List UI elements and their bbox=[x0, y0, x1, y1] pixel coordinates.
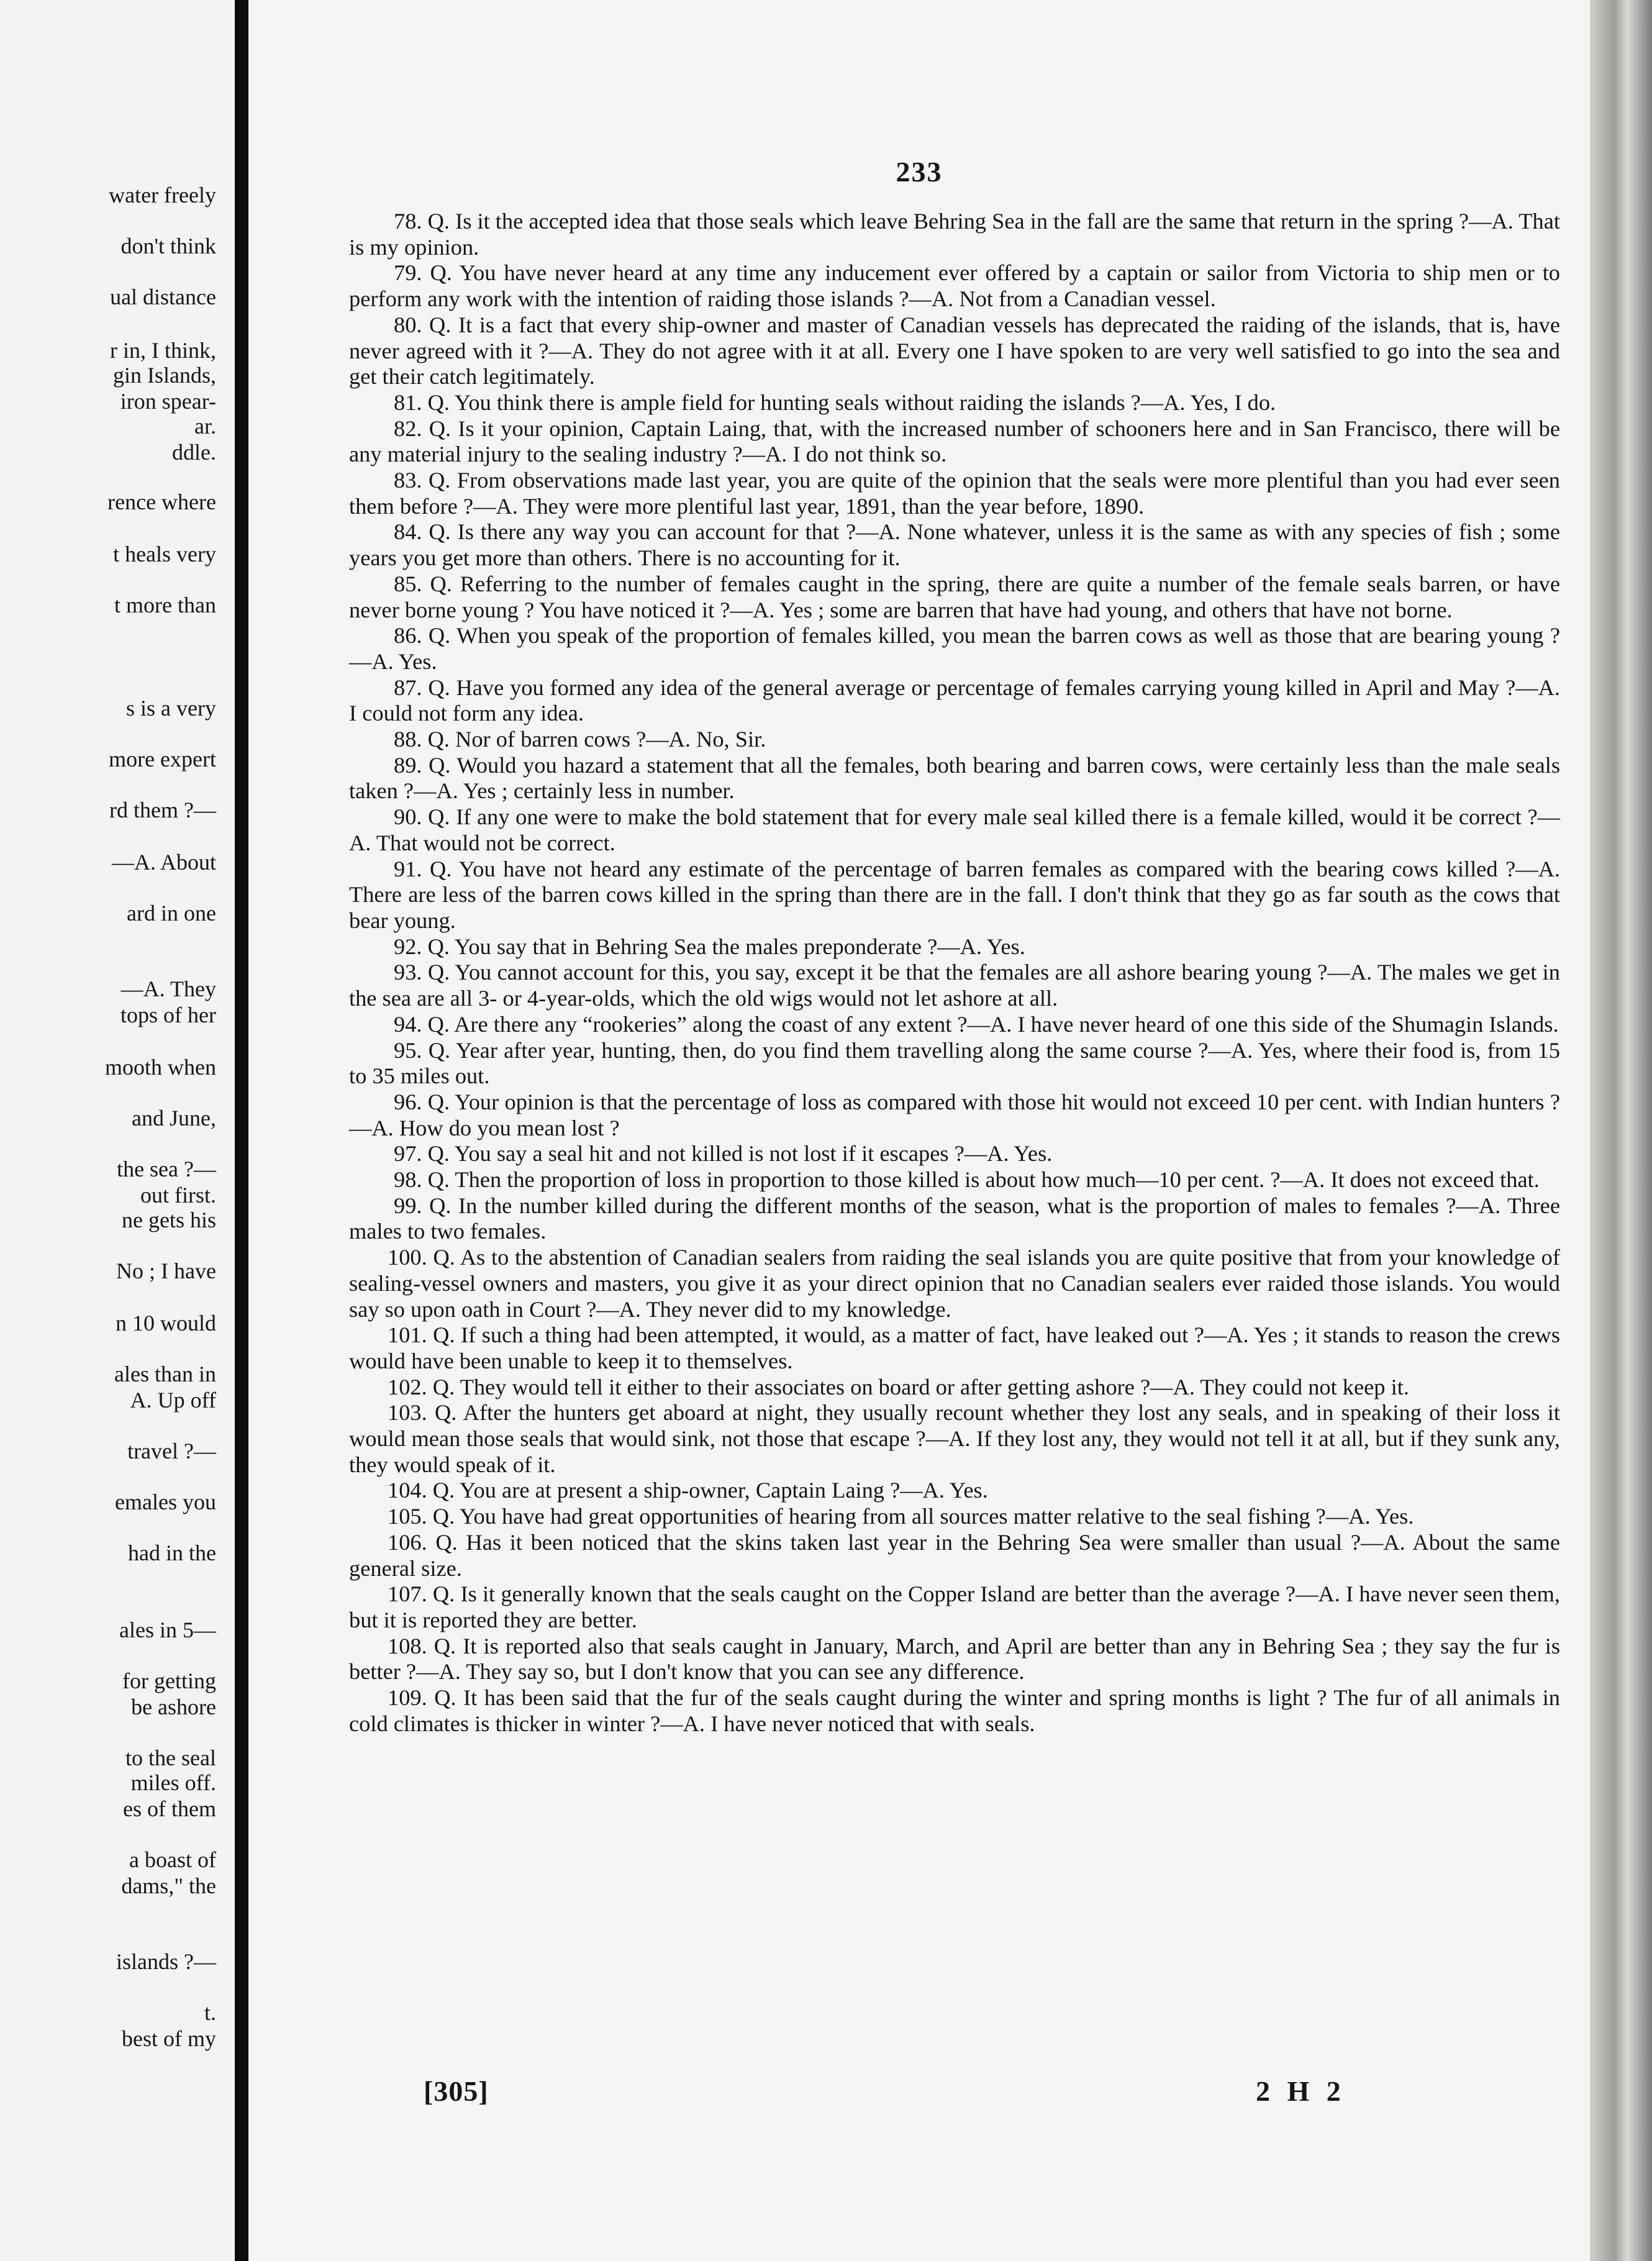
qa-paragraph bbox=[349, 623, 1560, 675]
qa-number: 93. bbox=[394, 960, 422, 985]
qa-text: Q. If any one were to make the bold statement that for every male seal killed there is a female killed, would it be correct ?—A. That would not be correct. bbox=[349, 804, 1560, 855]
qa-number: 90. bbox=[394, 804, 422, 830]
qa-number: 89. bbox=[394, 752, 422, 778]
qa-number: 83. bbox=[394, 468, 422, 493]
qa-number: 102. bbox=[388, 1374, 427, 1399]
qa-paragraph bbox=[349, 1530, 1560, 1581]
qa-text: Q. You have not heard any estimate of the percentage of barren females as compared with the bearing cows killed ?—A. There are less of the barren cows killed in the spring than there are in the fall. I don't think that they go as far south as the cows that bear young. bbox=[349, 856, 1560, 933]
qa-paragraph bbox=[349, 390, 1560, 416]
page-edge-stack bbox=[1590, 0, 1652, 2261]
left-page-line: be ashore bbox=[131, 1695, 216, 1719]
qa-paragraph bbox=[349, 1193, 1560, 1245]
left-page-line: emales you bbox=[115, 1490, 216, 1514]
qa-paragraph bbox=[349, 675, 1560, 727]
qa-paragraph bbox=[349, 1090, 1560, 1141]
qa-paragraph bbox=[349, 1141, 1560, 1167]
qa-text: Q. Is it the accepted idea that those seals which leave Behring Sea in the fall are the same that return in the spring ?—A. That is my opinion. bbox=[349, 209, 1560, 260]
qa-text: Q. They would tell it either to their associates on board or after getting ashore ?—A. They could not keep it. bbox=[432, 1374, 1409, 1399]
qa-number: 100. bbox=[388, 1245, 427, 1270]
qa-text: Q. If such a thing had been attempted, it would, as a matter of fact, have leaked out ?—A. Yes ; it stands to reason the crews would have been unable to keep it to themselves. bbox=[349, 1322, 1560, 1373]
qa-number: 107. bbox=[388, 1581, 427, 1607]
left-page-line: miles off. bbox=[130, 1770, 216, 1795]
qa-text: Q. You say that in Behring Sea the males preponderate ?—A. Yes. bbox=[427, 934, 1025, 959]
qa-text: Q. It is a fact that every ship-owner and master of Canadian vessels has deprecated the raiding of the islands, that is, have never agreed with it ?—A. They do not agree with it at all. Every one I have spoken to are very well satisfied to go into the sea and get their catch legitimately. bbox=[349, 312, 1560, 389]
left-page-line: ddle. bbox=[172, 440, 216, 465]
qa-text: Q. It has been said that the fur of the seals caught during the winter and spring months is light ? The fur of all animals in cold climates is thicker in winter ?—A. I have never noticed that with seals. bbox=[349, 1685, 1560, 1736]
qa-text: Q. You say a seal hit and not killed is not lost if it escapes ?—A. Yes. bbox=[427, 1141, 1053, 1167]
left-page-line: es of them bbox=[123, 1796, 216, 1821]
qa-number: 86. bbox=[394, 623, 422, 648]
left-page-line: gin Islands, bbox=[113, 363, 216, 388]
page-number: 233 bbox=[896, 156, 943, 188]
qa-paragraph bbox=[349, 753, 1560, 804]
left-page-line: ne gets his bbox=[122, 1208, 216, 1232]
qa-text: Q. You cannot account for this, you say, except it be that the females are all ashore bearing young ?—A. The males we get in the sea are all 3- or 4-year-olds, which the old wigs would not let ashore at all. bbox=[349, 960, 1560, 1011]
qa-text: Q. Has it been noticed that the skins taken last year in the Behring Sea were smaller than usual ?—A. About the same general size. bbox=[349, 1529, 1560, 1581]
left-page-line: s is a very bbox=[126, 696, 216, 721]
left-page-fragment bbox=[0, 0, 235, 2261]
left-page-line: ales in 5— bbox=[119, 1617, 216, 1642]
qa-text: Q. Is it generally known that the seals caught on the Copper Island are better than the average ?—A. I have never seen them, but it is reported they are better. bbox=[349, 1581, 1560, 1632]
qa-paragraph bbox=[349, 209, 1560, 260]
qa-text: Q. Year after year, hunting, then, do you find them travelling along the same course ?—A. Yes, where their food is, from 15 to 35 miles out. bbox=[349, 1037, 1560, 1089]
qa-paragraph bbox=[349, 1322, 1560, 1374]
qa-paragraph bbox=[349, 934, 1560, 960]
qa-text: Q. Is there any way you can account for that ?—A. None whatever, unless it is the same as with any species of fish ; some years you get more than others. There is no accounting for it. bbox=[349, 519, 1560, 571]
qa-paragraph bbox=[349, 1400, 1560, 1478]
qa-number: 109. bbox=[388, 1685, 427, 1711]
qa-paragraph bbox=[349, 571, 1560, 623]
qa-text: Q. After the hunters get aboard at night, they usually recount whether they lost any seals, and in speaking of their loss it would mean those seals that would sink, not those that escape ?—A. If they lost any, they would not tell it at all, but if they sunk any, they would speak of it. bbox=[349, 1400, 1560, 1477]
book-gutter bbox=[235, 0, 248, 2261]
left-page-line: the sea ?— bbox=[117, 1157, 216, 1181]
qa-number: 96. bbox=[394, 1089, 422, 1114]
left-page-line: a boast of bbox=[129, 1847, 216, 1872]
qa-paragraph bbox=[349, 1038, 1560, 1090]
left-page-line: and June, bbox=[132, 1106, 216, 1130]
qa-text: Q. When you speak of the proportion of females killed, you mean the barren cows as well as those that are bearing young ?—A. Yes. bbox=[349, 623, 1560, 674]
qa-paragraph bbox=[349, 960, 1560, 1011]
document-page bbox=[248, 0, 1590, 2261]
left-page-line: t. bbox=[204, 2000, 216, 2025]
qa-paragraph bbox=[349, 468, 1560, 519]
qa-number: 87. bbox=[394, 675, 422, 700]
left-page-line: r in, I think, bbox=[110, 338, 216, 363]
left-page-line: dams," the bbox=[121, 1873, 216, 1898]
qa-paragraph bbox=[349, 1504, 1560, 1530]
left-page-line: for getting bbox=[122, 1668, 216, 1693]
left-page-line: rence where bbox=[107, 489, 216, 514]
left-page-line: ard in one bbox=[127, 901, 216, 926]
qa-paragraph bbox=[349, 260, 1560, 312]
left-page-line: —A. About bbox=[111, 850, 216, 875]
qa-paragraph bbox=[349, 1685, 1560, 1737]
qa-paragraph bbox=[349, 1375, 1560, 1401]
footer-signature-mark: [305] bbox=[424, 2075, 489, 2107]
qa-paragraph bbox=[349, 804, 1560, 856]
qa-text: Q. As to the abstention of Canadian sealers from raiding the seal islands you are quite positive that from your knowledge of sealing-vessel owners and masters, you give it as your direct opinion that no Canadian sealers ever raided those islands. You would say so upon oath in Court ?—A. They never did to my knowledge. bbox=[349, 1245, 1560, 1322]
qa-text: Q. Would you hazard a statement that all the females, both bearing and barren cows, were certainly less than the male seals taken ?—A. Yes ; certainly less in number. bbox=[349, 752, 1560, 804]
left-page-line: out first. bbox=[140, 1183, 216, 1208]
left-page-line: rd them ?— bbox=[109, 798, 216, 822]
qa-number: 92. bbox=[394, 934, 422, 959]
left-page-line: to the seal bbox=[125, 1745, 216, 1770]
qa-text: Q. You have never heard at any time any inducement ever offered by a captain or sailor from Victoria to ship men or to perform any work with the intention of raiding those islands ?—A. Not from a Canadian vessel. bbox=[349, 260, 1560, 312]
qa-text: Q. It is reported also that seals caught in January, March, and April are better than any in Behring Sea ; they say the fur is better ?—A. They say so, but I don't know that you can see any difference. bbox=[349, 1633, 1561, 1685]
qa-paragraph bbox=[349, 1245, 1560, 1322]
footer-sheet-mark: 2 H 2 bbox=[1256, 2075, 1346, 2107]
qa-number: 91. bbox=[394, 856, 422, 881]
qa-number: 79. bbox=[394, 260, 422, 286]
left-page-line: mooth when bbox=[105, 1055, 216, 1080]
qa-paragraph bbox=[349, 312, 1560, 390]
qa-paragraph bbox=[349, 1478, 1560, 1504]
qa-paragraph bbox=[349, 727, 1560, 753]
qa-number: 95. bbox=[394, 1037, 422, 1063]
left-page-line: iron spear- bbox=[120, 389, 216, 414]
qa-number: 98. bbox=[394, 1167, 422, 1193]
qa-paragraph bbox=[349, 1167, 1560, 1193]
qa-number: 106. bbox=[388, 1529, 427, 1555]
qa-number: 85. bbox=[394, 571, 422, 596]
qa-paragraph bbox=[349, 1634, 1560, 1685]
qa-number: 104. bbox=[388, 1478, 427, 1503]
left-page-line: ales than in bbox=[114, 1362, 216, 1386]
qa-text: Q. Referring to the number of females caught in the spring, there are quite a number of the female seals barren, or have never borne young ? You have noticed it ?—A. Yes ; some are barren that have had young, and others that have not borne. bbox=[349, 571, 1560, 622]
qa-number: 99. bbox=[394, 1193, 422, 1218]
qa-number: 97. bbox=[394, 1141, 422, 1167]
qa-text: Q. From observations made last year, you are quite of the opinion that the seals were more plentiful than you had ever seen them before ?—A. They were more plentiful last year, 1891, than the year before, 1890. bbox=[349, 468, 1560, 519]
qa-text: Q. Your opinion is that the percentage of loss as compared with those hit would not exceed 10 per cent. with Indian hunters ?—A. How do you mean lost ? bbox=[349, 1089, 1560, 1140]
qa-number: 101. bbox=[388, 1322, 427, 1348]
qa-paragraph bbox=[349, 1581, 1560, 1633]
qa-text: Q. Have you formed any idea of the general average or percentage of females carrying young killed in April and May ?—A. I could not form any idea. bbox=[349, 675, 1560, 726]
left-page-line: don't think bbox=[120, 234, 216, 258]
left-page-line: water freely bbox=[109, 183, 216, 207]
qa-number: 94. bbox=[394, 1011, 422, 1037]
left-page-line: more expert bbox=[109, 747, 216, 771]
left-page-line: ual distance bbox=[110, 284, 216, 309]
qa-paragraph bbox=[349, 1012, 1560, 1038]
qa-number: 108. bbox=[388, 1633, 427, 1658]
qa-paragraph bbox=[349, 416, 1560, 468]
left-page-line: best of my bbox=[122, 2026, 216, 2051]
qa-text: Q. Are there any “rookeries” along the coast of any extent ?—A. I have never heard of one this side of the Shumagin Islands. bbox=[427, 1011, 1559, 1037]
left-page-line: ar. bbox=[194, 414, 216, 439]
left-page-line: travel ?— bbox=[127, 1439, 216, 1463]
left-page-line: n 10 would bbox=[116, 1311, 216, 1335]
left-page-line: t heals very bbox=[113, 542, 216, 566]
qa-number: 82. bbox=[394, 416, 422, 441]
qa-text: Q. Nor of barren cows ?—A. No, Sir. bbox=[427, 727, 766, 752]
qa-text: Q. You have had great opportunities of hearing from all sources matter relative to the seal fishing ?—A. Yes. bbox=[432, 1504, 1414, 1529]
qa-paragraph bbox=[349, 519, 1560, 571]
qa-text: Q. Then the proportion of loss in proportion to those killed is about how much—10 per cent. ?—A. It does not exceed that. bbox=[427, 1167, 1540, 1193]
qa-number: 80. bbox=[394, 312, 422, 337]
left-page-line: had in the bbox=[128, 1540, 216, 1565]
left-page-line: islands ?— bbox=[116, 1949, 216, 1974]
left-page-line: tops of her bbox=[120, 1003, 216, 1027]
qa-number: 84. bbox=[394, 519, 422, 545]
qa-number: 105. bbox=[388, 1504, 427, 1529]
qa-text: Q. You are at present a ship-owner, Captain Laing ?—A. Yes. bbox=[432, 1478, 988, 1503]
left-page-line: —A. They bbox=[120, 976, 216, 1001]
left-page-line: t more than bbox=[114, 593, 216, 617]
qa-number: 103. bbox=[388, 1400, 427, 1426]
qa-text: Q. You think there is ample field for hunting seals without raiding the islands ?—A. Yes, I do. bbox=[427, 389, 1276, 415]
testimony-body bbox=[349, 209, 1560, 1737]
left-page-line: A. Up off bbox=[130, 1388, 216, 1413]
qa-text: Q. In the number killed during the different months of the season, what is the proportion of males to females ?—A. Three males to two females. bbox=[349, 1193, 1560, 1244]
left-page-line: No ; I have bbox=[116, 1258, 216, 1283]
qa-number: 78. bbox=[394, 209, 422, 234]
qa-text: Q. Is it your opinion, Captain Laing, that, with the increased number of schooners here and in San Francisco, there will be any material injury to the sealing industry ?—A. I do not think so. bbox=[349, 416, 1560, 467]
qa-paragraph bbox=[349, 857, 1560, 934]
qa-number: 81. bbox=[394, 389, 422, 415]
qa-number: 88. bbox=[394, 727, 422, 752]
